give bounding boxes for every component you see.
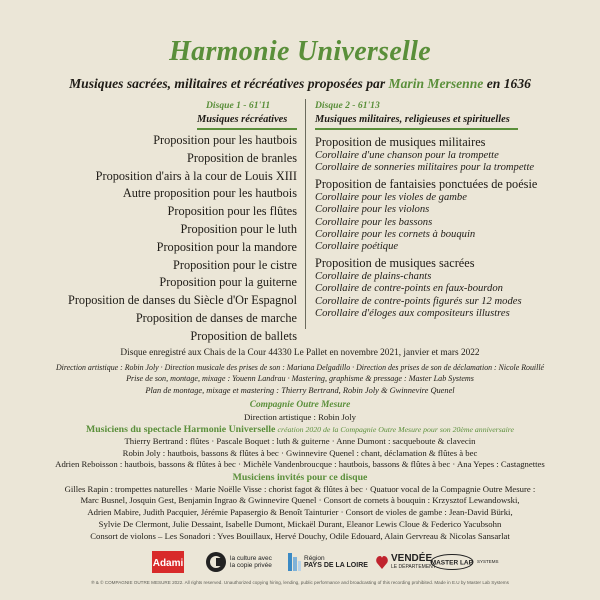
musician-line: Adrien Reboisson : hautbois, bassons & flûtes à bec · Michèle Vandenbroucque : hautbois, bassons & flûtes à bec · Ana Yepes : Castagnettes <box>55 459 545 470</box>
guest-line: Gilles Rapin : trompettes naturelles · Marie Noëlle Visse : chorist fagot & flûtes à bec · Quatuor vocal de la Compagnie Outre Mesure : <box>64 483 536 494</box>
masterlab-icon <box>430 553 474 571</box>
vendee-logo <box>376 548 436 576</box>
vendee-heart-icon <box>376 554 388 570</box>
musicians-note: création 2020 de la Compagnie Outre Mesure pour son 20ème anniversaire <box>277 425 515 435</box>
vendee-text: VENDÉE LE DÉPARTEMENT <box>391 552 436 570</box>
sponsor-logos <box>0 548 600 576</box>
company-direction: Direction artistique : Robin Joly <box>244 411 356 422</box>
disc1-header: Disque 1 - 61'11 <box>206 100 271 111</box>
guest-line: Consort de violons – Les Sonadori : Yves Bouillaux, Hervé Douchy, Odile Edouard, Alain Gervreau & Nicolas Sansarlat <box>90 530 510 541</box>
region-text: Région PAYS DE LA LOIRE <box>304 554 368 570</box>
disc2-rule <box>315 128 518 130</box>
disc1-track: Proposition de danses du Siècle d'Or Espagnol <box>68 293 297 308</box>
disc1-tracklist <box>68 132 297 346</box>
disc1-track: Proposition de branles <box>187 150 297 165</box>
disc2-corollaire: Corollaire de contre-points figurés sur 12 modes <box>315 295 522 307</box>
copyright-footer: ℗ & © COMPAGNIE OUTRE MESURE 2022. All rights reserved. Unauthorized copying hiring, lending, public performance and broadcasting of this recording prohibited. Made in E.U by Master Lab Systems <box>91 580 509 585</box>
guest-line: Sylvie De Clermont, Julie Dessaint, Isabelle Dumont, Mickaël Durant, Eleanor Lewis Cloue & Federico Yacubsohn <box>98 518 502 529</box>
guests-list <box>0 484 600 543</box>
disc1-track: Proposition pour la guiterne <box>159 275 297 290</box>
disc1-track: Proposition pour la mandore <box>156 239 297 254</box>
musician-line: Thierry Bertrand : flûtes · Pascale Boquet : luth & guiterne · Anne Dumont : sacqueboute & clavecin <box>124 435 476 446</box>
copie-privee-icon <box>205 551 227 573</box>
disc2-corollaire: Corollaire pour les cornets à bouquin <box>315 229 476 241</box>
disc2-group-heading: Proposition de musiques sacrées <box>315 255 475 270</box>
svg-text:MASTER LAB: MASTER LAB <box>430 559 474 567</box>
disc2-corollaire: Corollaire pour les bassons <box>315 216 433 228</box>
disc1-track: Proposition d'airs à la cour de Louis XIII <box>95 168 297 183</box>
musicians-heading: Musiciens du spectacle Harmonie Universelle <box>85 424 276 436</box>
disc2-corollaire: Corollaire d'éloges aux compositeurs illustres <box>315 308 510 320</box>
musicians-heading-line <box>0 424 600 436</box>
musician-line: Robin Joly : hautbois, bassons & flûtes à bec · Gwinnevire Quenel : chant, déclamation & flûtes à bec <box>122 447 478 458</box>
album-title: Harmonie Universelle <box>169 36 431 67</box>
subtitle-text: Musiques sacrées, militaires et récréatives proposées par <box>69 76 389 91</box>
disc2-group-heading: Proposition de fantaisies ponctuées de poésie <box>315 176 538 191</box>
disc2-corollaire: Corollaire pour les violes de gambe <box>315 191 467 203</box>
copie-privee-text: la culture avec la copie privée <box>230 554 272 569</box>
disc2-corollaire: Corollaire d'une chanson pour la trompette <box>315 150 499 161</box>
region-icon <box>288 551 301 573</box>
masterlab-logo <box>430 548 499 576</box>
disc1-subtitle: Musiques récréatives <box>197 114 288 125</box>
guest-line: Adrien Mabire, Judith Pacquier, Jérémie Papasergio & Benoît Tainturier · Consort de violes de gambe : Jean-David Bürki, <box>87 507 513 518</box>
disc2-subtitle: Musiques militaires, religieuses et spirituelles <box>315 114 510 125</box>
disc1-track: Proposition de ballets <box>190 328 297 343</box>
subtitle-author: Marin Mersenne <box>388 76 484 91</box>
disc2-corollaire: Corollaire de contre-points en faux-bourdon <box>315 283 503 295</box>
guest-line: Marc Busnel, Josquin Gest, Benjamin Ingrao & Gwinnevire Quenel · Consort de cornets à bouquin : Krzysztof Lewandowski, <box>80 495 520 506</box>
disc1-track: Proposition de danses de marche <box>135 310 297 325</box>
disc2-header: Disque 2 - 61'13 <box>315 100 380 111</box>
disc1-rule <box>197 128 297 130</box>
adami-logo <box>152 548 184 576</box>
column-divider <box>305 99 306 329</box>
disc2-corollaire: Corollaire pour les violons <box>315 204 430 216</box>
svg-text:Adami: Adami <box>152 558 184 569</box>
disc2-group-heading: Proposition de musiques militaires <box>315 135 486 149</box>
disc2-corollaire: Corollaire de sonneries militaires pour la trompette <box>315 162 535 174</box>
recording-info: Disque enregistré aux Chais de la Cour 44330 Le Pallet en novembre 2021, janvier et mars 2022 <box>120 348 480 358</box>
album-subtitle <box>0 76 600 92</box>
direction-credits: Direction artistique : Robin Joly · Direction musicale des prises de son : Mariana Delgadillo · Direction des prises de son de déclamation : Nicole Rouillé <box>55 362 545 372</box>
subtitle-year: en 1636 <box>483 76 531 91</box>
guests-heading: Musiciens invités pour ce disque <box>232 472 368 484</box>
sound-credits: Prise de son, montage, mixage : Youenn Landrau · Mastering, graphisme & pressage : Master Lab Systems <box>126 374 474 384</box>
editing-credits: Plan de montage, mixage et mastering : Thierry Bertrand, Robin Joly & Gwinnevire Quenel <box>145 386 455 396</box>
disc1-track: Proposition pour les flûtes <box>167 204 297 219</box>
disc1-track: Proposition pour le luth <box>180 221 297 236</box>
masterlab-sub: SYSTEMS <box>477 559 499 565</box>
adami-icon <box>152 551 184 573</box>
disc1-track: Autre proposition pour les hautbois <box>122 186 297 201</box>
copie-privee-logo <box>205 548 272 576</box>
company-name: Compagnie Outre Mesure <box>249 399 351 410</box>
disc1-track: Proposition pour le cistre <box>173 257 297 272</box>
region-logo <box>288 548 368 576</box>
disc1-track: Proposition pour les hautbois <box>153 133 297 147</box>
disc2-corollaire: Corollaire poétique <box>315 241 399 253</box>
disc2-corollaire: Corollaire de plains-chants <box>315 270 432 282</box>
disc2-tracklist <box>315 133 537 320</box>
musicians-list <box>0 436 600 471</box>
credits-block <box>0 348 600 542</box>
